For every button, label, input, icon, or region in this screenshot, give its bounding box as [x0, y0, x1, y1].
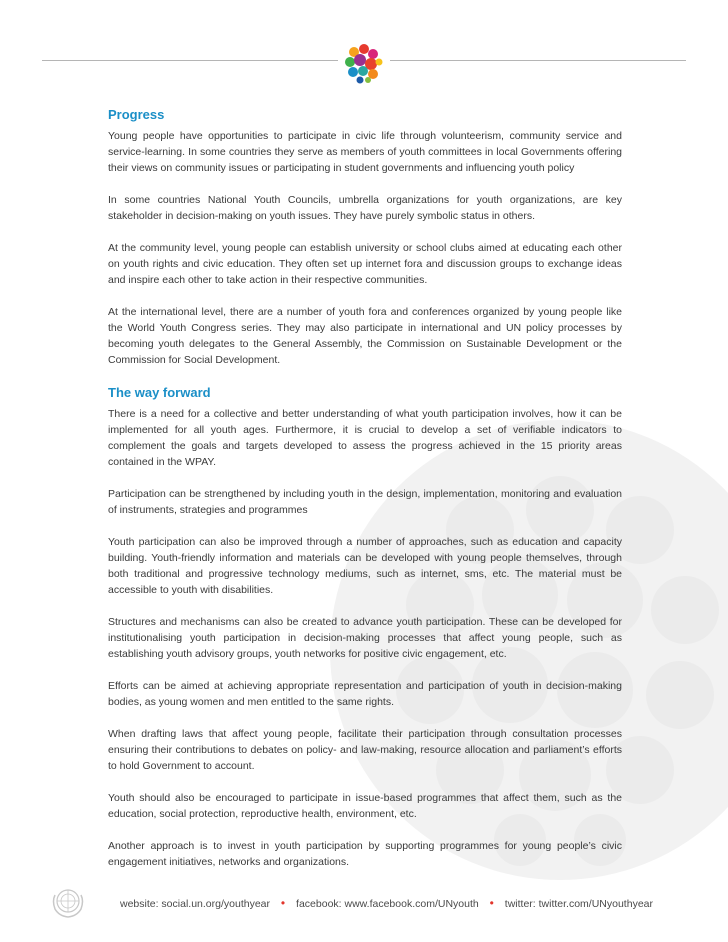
paragraph: Participation can be strengthened by including youth in the design, implementation, monitoring and evaluation of instruments, strategies and programmes [108, 488, 622, 516]
paragraph: Another approach is to invest in youth participation by supporting programmes for young people’s civic engagement initiatives, networks and organizations. [108, 840, 622, 868]
paragraph: Youth should also be encouraged to participate in issue-based programmes that affect them, such as the education, social protection, reproductive health, environment, etc. [108, 792, 622, 820]
header-rule-right [390, 60, 686, 61]
un-emblem-icon [50, 883, 86, 919]
footer-facebook-link[interactable]: facebook: www.facebook.com/UNyouth [296, 898, 479, 910]
paragraph: In some countries National Youth Councils, umbrella organizations for youth organizations, are key stakeholder in decision-making on youth issues. They have purely symbolic status in others. [108, 194, 622, 222]
footer-separator: • [489, 896, 494, 910]
paragraph: At the community level, young people can establish university or school clubs aimed at educating each other on youth rights and civic education. They often set up internet fora and discussion groups to exchange ideas and inspire each other to take action in their respective communities. [108, 242, 622, 286]
section-heading-progress: Progress [108, 107, 165, 122]
section-heading-way-forward: The way forward [108, 385, 211, 400]
footer-separator: • [280, 896, 286, 910]
paragraph: Efforts can be aimed at achieving appropriate representation and participation of youth in decision-making bodies, as young women and men entitled to the same rights. [108, 680, 622, 708]
paragraph: At the international level, there are a number of youth fora and conferences organized by young people like the World Youth Congress series. They may also participate in international and UN policy processes by becoming youth delegates to the General Assembly, the Commission on Sustainable Development or the Commission for Social Development. [108, 306, 622, 366]
youth-year-bubble-logo-icon [340, 40, 386, 86]
paragraph: Structures and mechanisms can also be created to advance youth participation. These can be developed for institutionalising youth participation in decision-making processes that affect young people, such as establishing youth advisory groups, youth networks for positive civic engagement, etc. [108, 616, 622, 660]
header-rule-left [42, 60, 338, 61]
paragraph: There is a need for a collective and better understanding of what youth participation involves, how it can be implemented for all youth ages. Furthermore, it is crucial to develop a set of verifiable indicators to complement the goals and targets developed to assess the progress achieved in the 15 priority areas contained in the WPAY. [108, 408, 622, 468]
footer-website-link[interactable]: website: social.un.org/youthyear [120, 898, 270, 910]
paragraph: Youth participation can also be improved through a number of approaches, such as education and capacity building. Youth-friendly information and materials can be developed with young people themselves, through both traditional and progressive technology mediums, such as internet, sms, etc. The material must be accessible to youth with disabilities. [108, 536, 622, 596]
footer-twitter-link[interactable]: twitter: twitter.com/UNyouthyear [504, 898, 653, 910]
paragraph: When drafting laws that affect young people, facilitate their participation through consultation processes ensuring their contributions to debates on policy- and law-making, resource allocation and parliament’s efforts to hold Government to account. [108, 728, 622, 772]
paragraph: Young people have opportunities to participate in civic life through volunteerism, community service and service-learning. In some countries they serve as members of youth committees in local Governments offering their views on community issues or participating in student governments and influencing youth policy [108, 130, 622, 174]
footer [120, 896, 700, 910]
main-content [108, 106, 622, 886]
